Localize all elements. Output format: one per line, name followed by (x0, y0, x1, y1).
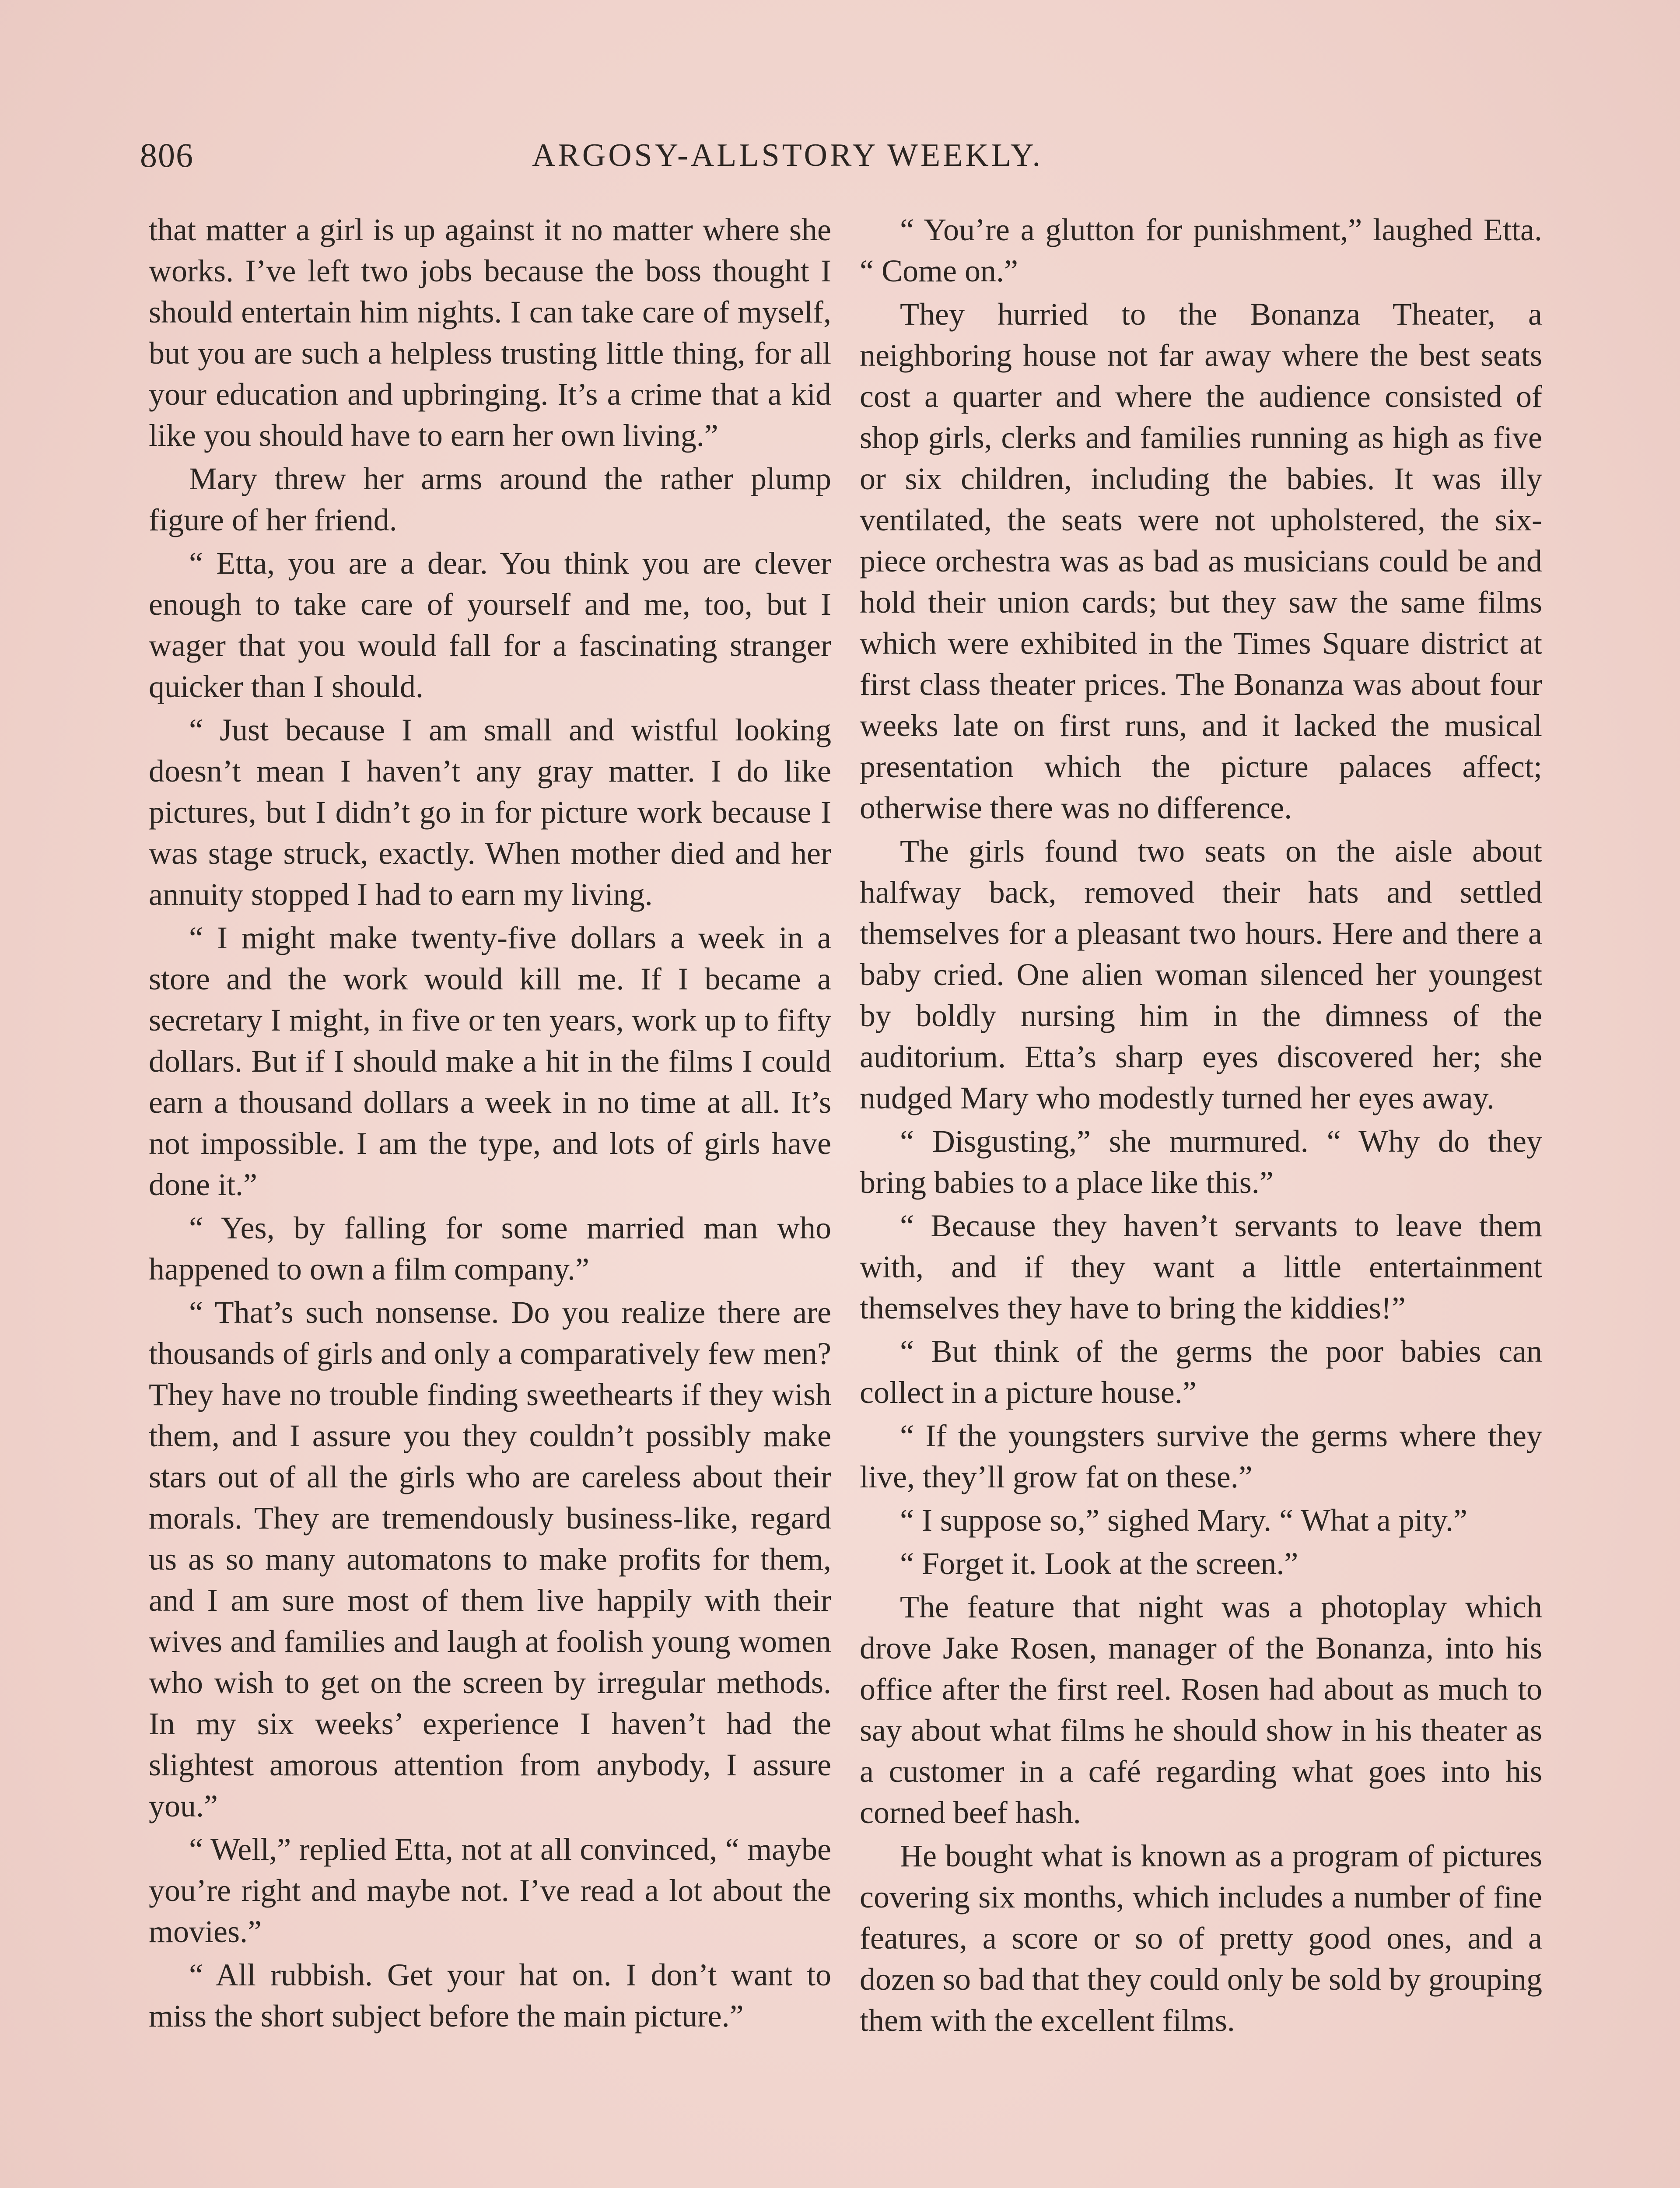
paragraph: “ You’re a glutton for punishment,” laughed Etta. “ Come on.” (860, 212, 1542, 288)
paragraph: Mary threw her arms around the rather plump figure of her friend. (149, 461, 831, 537)
paragraph: He bought what is known as a program of pictures covering six months, which includes a number of fine features, a score or so of pretty good ones, and a dozen so bad that they could only be sold by grouping them with the excellent films. (860, 1838, 1542, 2038)
paragraph: “ That’s such nonsense. Do you realize there are thousands of girls and only a comparatively few men? They have no trouble finding sweethearts if they wish them, and I assure you they couldn’t possibly make stars out of all the girls who are careless about their morals. They are tremendously business-like, regard us as so many automatons to make profits for them, and I am sure most of them live happily with their wives and families and laugh at foolish young women who wish to get on the screen by irregular methods. In my six weeks’ experience I haven’t had the slightest amorous attention from anybody, I assure you.” (149, 1295, 831, 1823)
paragraph: The girls found two seats on the aisle about halfway back, removed their hats and settled themselves for a pleasant two hours. Here and there a baby cried. One alien woman silenced her youngest by boldly nursing him in the dimness of the auditorium. Etta’s sharp eyes discovered her; she nudged Mary who modestly turned her eyes away. (860, 834, 1542, 1115)
paragraph: “ Well,” replied Etta, not at all convinced, “ maybe you’re right and maybe not. I’ve read a lot about the movies.” (149, 1832, 831, 1949)
paragraph: The feature that night was a photoplay which drove Jake Rosen, manager of the Bonanza, into his office after the first reel. Rosen had about as much to say about what films he should show in his theater as a customer in a café regarding what goes into his corned beef hash. (860, 1589, 1542, 1830)
paragraph: They hurried to the Bonanza Theater, a neighboring house not far away where the best seats cost a quarter and where the audience consisted of shop girls, clerks and families running as high as five or six children, including the babies. It was illy ventilated, the seats were not upholstered, the six-piece orchestra was as bad as musicians could be and hold their union cards; but they saw the same films which were exhibited in the Times Square district at first class theater prices. The Bonanza was about four weeks late on first runs, and it lacked the musical presentation which the picture palaces affect; otherwise there was no difference. (860, 297, 1542, 825)
paragraph: “ Yes, by falling for some married man who happened to own a film company.” (149, 1210, 831, 1287)
paragraph: “ Forget it. Look at the screen.” (900, 1546, 1298, 1581)
paragraph: “ Disgusting,” she murmured. “ Why do they bring babies to a place like this.” (860, 1124, 1542, 1200)
page-header (140, 131, 1435, 179)
paragraph: “ All rubbish. Get your hat on. I don’t want to miss the short subject before the main picture.” (149, 1957, 831, 2034)
running-title: ARGOSY-ALLSTORY WEEKLY. (532, 137, 1043, 173)
paragraph: “ I suppose so,” sighed Mary. “ What a pity.” (900, 1503, 1467, 1538)
paragraph: “ Etta, you are a dear. You think you are clever enough to take care of yourself and me, too, but I wager that you would fall for a fascinating stranger quicker than I should. (149, 546, 831, 704)
paragraph: “ But think of the germs the poor babies can collect in a picture house.” (860, 1334, 1542, 1410)
right-column (860, 209, 1542, 2043)
paragraph: that matter a girl is up against it no matter where she works. I’ve left two jobs because the boss thought I should entertain him nights. I can take care of myself, but you are such a helpless trusting little thing, for all your education and upbringing. It’s a crime that a kid like you should have to earn her own living.” (149, 212, 831, 453)
left-column (149, 209, 831, 2039)
paragraph: “ I might make twenty-five dollars a week in a store and the work would kill me. If I became a secretary I might, in five or ten years, work up to fifty dollars. But if I should make a hit in the films I could earn a thousand dollars a week in no time at all. It’s not impossible. I am the type, and lots of girls have done it.” (149, 920, 831, 1202)
paragraph: “ Because they haven’t servants to leave them with, and if they want a little entertainment themselves they have to bring the kiddies!” (860, 1208, 1542, 1325)
paragraph: “ If the youngsters survive the germs where they live, they’ll grow fat on these.” (860, 1418, 1542, 1494)
page-number: 806 (140, 136, 194, 174)
paragraph: “ Just because I am small and wistful looking doesn’t mean I haven’t any gray matter. I do like pictures, but I didn’t go in for picture work because I was stage struck, exactly. When mother died and her annuity stopped I had to earn my living. (149, 712, 831, 912)
